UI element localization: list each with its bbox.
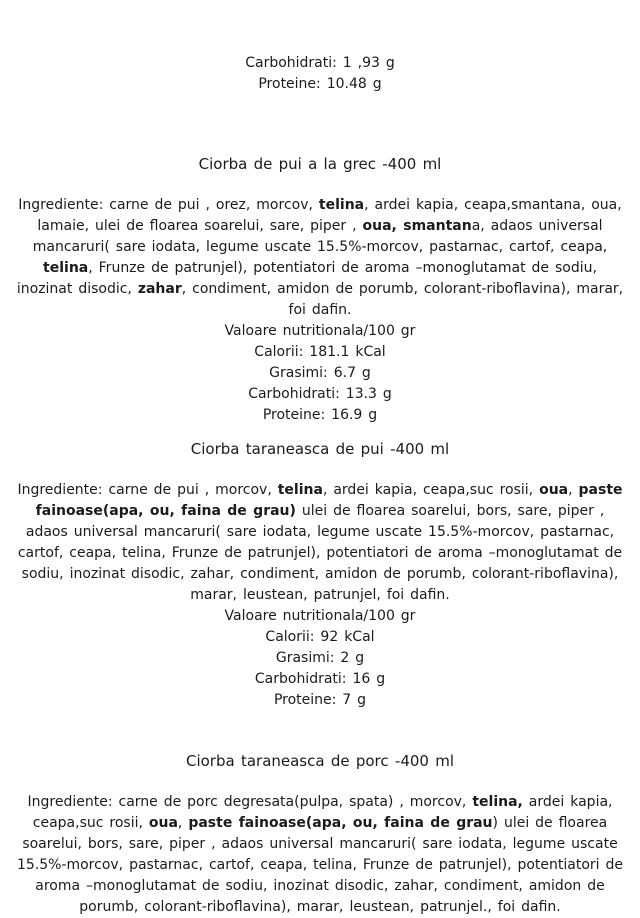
nutrition-line: Valoare nutritionala/100 gr	[224, 608, 416, 624]
nutrition-line: Proteine: 16.9 g	[262, 407, 378, 423]
ingredients-text: Ingrediente: carne de pui , morcov,	[17, 482, 278, 498]
section-title-ciorba-taraneasca-porc: Ciorba taraneasca de porc -400 ml	[185, 752, 454, 770]
section-title-ciorba-pui-grec: Ciorba de pui a la grec -400 ml	[198, 155, 442, 173]
ingredients-text: , Frunze de patrunjel), potentiatori de aroma –monoglutamat de sodiu, inozinat disodic,	[16, 260, 597, 297]
nutrition-line: Calorii: 181.1 kCal	[254, 344, 386, 360]
ingredients-text-bold: oua	[539, 482, 569, 498]
ingredients-text: , ardei kapia, ceapa,smantana, oua, lamaie, ulei de floarea soarelui, sare, piper ,	[37, 197, 622, 234]
ingredients-text-bold: oua, smantan	[362, 218, 472, 234]
ingredients-text: ,	[177, 815, 189, 831]
section-title-ciorba-taraneasca-pui: Ciorba taraneasca de pui -400 ml	[190, 440, 450, 458]
nutrition-line: Grasimi: 6.7 g	[269, 365, 371, 381]
nutrition-line: Valoare nutritionala/100 gr	[224, 323, 416, 339]
ingredients-text: ulei de floarea soarelui, bors, sare, piper , adaos universal mancaruri( sare iodata, legume uscate 15.5%-morcov, pastarnac, cartof, ceapa, telina, Frunze de patrunjel), potentiatori de aroma –monoglutamat de sodiu, inozinat disodic, zahar, condiment, amidon de porumb, colorant-riboflavina), marar, leustean, patrunjel, foi dafin.	[17, 503, 623, 603]
ingredients-text: a, adaos universal mancaruri( sare iodata, legume uscate 15.5%-morcov, pastarnac, cartof, ceapa,	[32, 218, 608, 255]
nutrition-line: Carbohidrati: 1 ,93 g	[245, 55, 395, 71]
ingredients-text: , ardei kapia, ceapa,suc rosii,	[322, 482, 540, 498]
ingredients-text-bold: telina	[43, 260, 89, 276]
nutrition-line: Proteine: 10.48 g	[258, 76, 382, 92]
ingredients-text: ) ulei de floarea soarelui, bors, sare, piper , adaos universal mancaruri( sare iodata, legume uscate 15.5%-morcov, pastarnac, cartof, ceapa, telina, Frunze de patrunjel), potentiatori de aroma –monoglutamat de sodiu, inozinat disodic, zahar, condiment, amidon de porumb, colorant-riboflavina), marar, leustean, patrunjel., foi dafin.	[16, 815, 624, 915]
ingredients-text-bold: telina	[318, 197, 365, 213]
ingredients-text-bold: oua	[148, 815, 178, 831]
nutrition-block	[14, 606, 626, 711]
ingredients-text-bold: paste fainoase(apa, ou, faina de grau)	[35, 482, 623, 519]
ingredients-text: Ingrediente: carne de porc degresata(pulpa, spata) , morcov,	[27, 794, 473, 810]
nutrition-block	[14, 321, 626, 426]
ingredients-text-bold: zahar	[137, 281, 182, 297]
ingredients-text: ardei kapia, ceapa,suc rosii,	[32, 794, 613, 831]
ingredients-text: ,	[568, 482, 579, 498]
ingredients-paragraph	[14, 792, 626, 918]
ingredients-paragraph	[14, 480, 626, 606]
ingredients-text: Ingrediente: carne de pui , orez, morcov,	[18, 197, 319, 213]
nutrition-line: Proteine: 7 g	[273, 692, 367, 708]
ingredients-text-bold: telina,	[472, 794, 523, 810]
ingredients-text: , condiment, amidon de porumb, colorant-riboflavina), marar, foi dafin.	[181, 281, 624, 318]
nutrition-line: Carbohidrati: 13.3 g	[248, 386, 392, 402]
carryover-nutrition-block	[14, 0, 626, 95]
ingredients-text-bold: telina	[277, 482, 323, 498]
nutrition-line: Carbohidrati: 16 g	[254, 671, 386, 687]
ingredients-paragraph	[14, 195, 626, 321]
nutrition-line: Grasimi: 2 g	[275, 650, 365, 666]
nutrition-line: Calorii: 92 kCal	[265, 629, 375, 645]
ingredients-text-bold: paste fainoase(apa, ou, faina de grau	[188, 815, 493, 831]
